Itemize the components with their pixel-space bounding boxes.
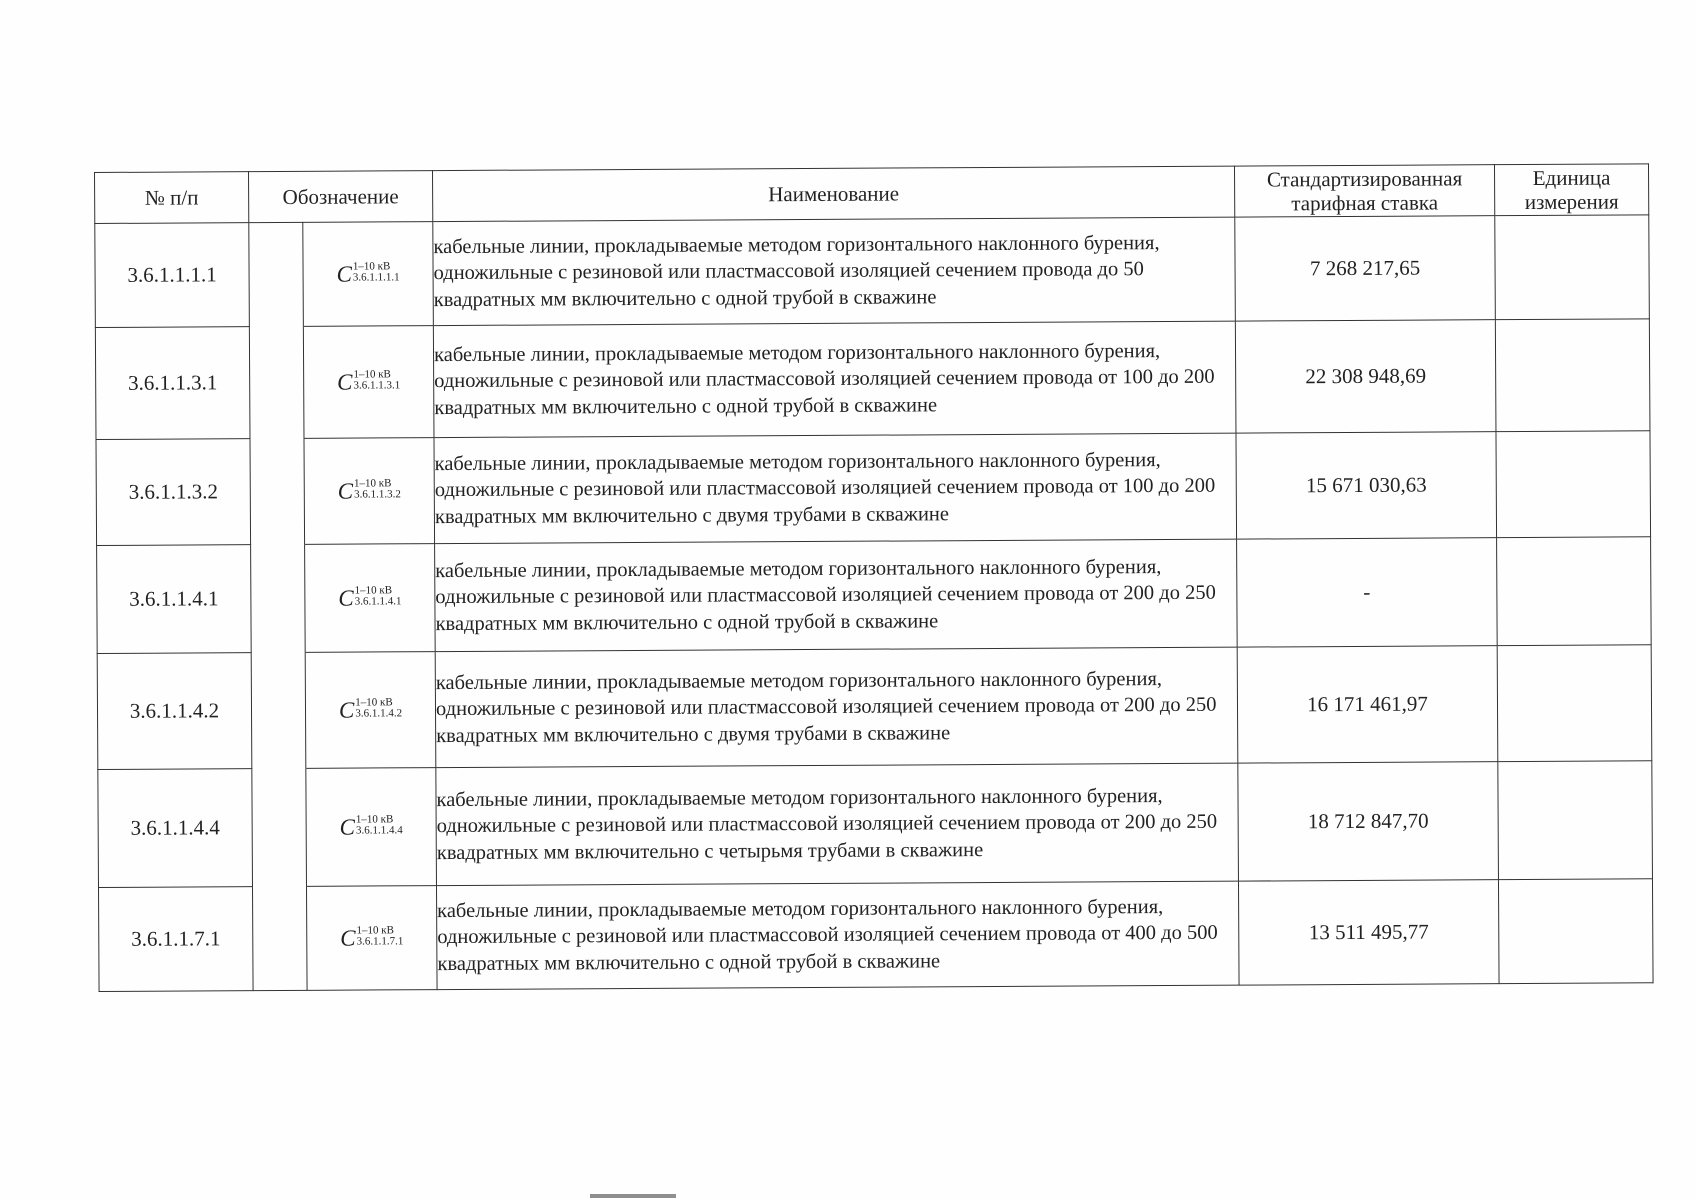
table-row: [98, 761, 1653, 888]
symbol-letter: C: [338, 697, 355, 723]
header-name: Наименование: [433, 166, 1235, 221]
row-number: 3.6.1.1.4.4: [98, 769, 253, 888]
table-header-row: [95, 164, 1649, 224]
tariff-table: [94, 163, 1654, 992]
row-code: [306, 768, 437, 887]
symbol-superscript: 1–10 кВ: [355, 695, 393, 709]
row-name: кабельные линии, прокладываемые методом горизонтального наклонного бурения, одножильные с резиновой или пластмассовой изоляцией сечением провода от 200 до 250 квадратных мм включительно с четырьмя трубами в скважине: [436, 763, 1239, 885]
row-unit: [1496, 431, 1651, 538]
row-rate: 7 268 217,65: [1235, 216, 1496, 321]
page-edge-mark: [590, 1194, 676, 1198]
symbol-letter: C: [339, 814, 356, 840]
tariff-symbol: [336, 261, 399, 287]
symbol-letter: C: [340, 925, 356, 951]
symbol-subscript: 3.6.1.1.4.4: [355, 824, 403, 837]
row-unit: [1497, 537, 1652, 646]
header-unit: Единица измерения: [1494, 164, 1648, 216]
blank-cell: [249, 326, 304, 438]
symbol-scripts: [353, 369, 400, 392]
row-name: кабельные линии, прокладываемые методом горизонтального наклонного бурения, одножильные с резиновой или пластмассовой изоляцией сечением провода от 200 до 250 квадратных мм включительно с одной трубой в скважине: [435, 539, 1238, 651]
blank-cell: [250, 438, 305, 544]
row-name: кабельные линии, прокладываемые методом горизонтального наклонного бурения, одножильные с резиновой или пластмассовой изоляцией сечением провода от 200 до 250 квадратных мм включительно с двумя трубами в скважине: [435, 647, 1238, 767]
symbol-superscript: 1–10 кВ: [354, 583, 393, 597]
row-rate: 18 712 847,70: [1238, 762, 1499, 881]
row-unit: [1495, 319, 1650, 432]
blank-cell: [249, 222, 304, 326]
tariff-symbol: [339, 697, 402, 723]
symbol-letter: C: [337, 478, 354, 504]
row-number: 3.6.1.1.7.1: [98, 887, 253, 992]
row-unit: [1495, 215, 1650, 320]
table-row: [95, 215, 1650, 328]
row-number: 3.6.1.1.4.2: [97, 653, 252, 770]
row-unit: [1497, 645, 1652, 762]
symbol-subscript: 3.6.1.1.1.1: [352, 271, 400, 284]
symbol-scripts: [355, 697, 402, 720]
symbol-subscript: 3.6.1.1.4.1: [354, 595, 402, 608]
row-code: [304, 438, 435, 545]
blank-cell: [252, 768, 307, 886]
row-number: 3.6.1.1.4.1: [97, 545, 252, 654]
header-num: № п/п: [95, 172, 249, 224]
tariff-symbol: [338, 478, 401, 504]
table-row: [95, 319, 1650, 440]
row-number: 3.6.1.1.3.1: [95, 327, 250, 440]
row-code: [303, 326, 434, 439]
symbol-superscript: 1–10 кВ: [354, 476, 392, 490]
row-rate: 22 308 948,69: [1235, 320, 1496, 433]
header-rate: Стандартизированная тарифная ставка: [1235, 165, 1495, 217]
table-row: [96, 431, 1651, 546]
row-rate: 13 511 495,77: [1238, 880, 1499, 985]
symbol-letter: C: [336, 261, 352, 287]
row-rate: 16 171 461,97: [1237, 646, 1498, 763]
row-code: [306, 886, 437, 991]
symbol-letter: C: [338, 585, 354, 611]
symbol-superscript: 1–10 кВ: [356, 923, 395, 937]
row-code: [305, 652, 436, 769]
blank-cell: [252, 886, 307, 990]
table-body: [95, 215, 1653, 992]
row-code: [305, 544, 436, 653]
table-row: [97, 537, 1652, 654]
blank-cell: [251, 652, 306, 768]
symbol-superscript: 1–10 кВ: [353, 367, 391, 381]
row-name: кабельные линии, прокладываемые методом горизонтального наклонного бурения, одножильные с резиновой или пластмассовой изоляцией сечением провода от 100 до 200 квадратных мм включительно с одной трубой в скважине: [433, 321, 1236, 437]
symbol-subscript: 3.6.1.1.3.1: [353, 379, 401, 392]
tariff-symbol: [337, 369, 400, 395]
blank-cell: [251, 544, 306, 652]
symbol-superscript: 1–10 кВ: [355, 812, 394, 826]
symbol-subscript: 3.6.1.1.7.1: [356, 935, 404, 948]
row-rate: 15 671 030,63: [1236, 432, 1497, 539]
table-row: [97, 645, 1652, 770]
row-name: кабельные линии, прокладываемые методом горизонтального наклонного бурения, одножильные с резиновой или пластмассовой изоляцией сечением провода от 100 до 200 квадратных мм включительно с двумя трубами в скважине: [434, 433, 1237, 543]
tariff-symbol: [340, 814, 403, 840]
symbol-subscript: 3.6.1.1.3.2: [354, 488, 401, 501]
symbol-scripts: [356, 814, 403, 837]
row-code: [303, 222, 434, 327]
symbol-scripts: [353, 261, 400, 284]
row-rate: -: [1237, 538, 1498, 647]
symbol-scripts: [355, 585, 402, 608]
symbol-scripts: [354, 478, 401, 501]
row-number: 3.6.1.1.3.2: [96, 439, 251, 546]
symbol-superscript: 1–10 кВ: [352, 259, 391, 273]
row-name: кабельные линии, прокладываемые методом горизонтального наклонного бурения, одножильные с резиновой или пластмассовой изоляцией сечением провода до 50 квадратных мм включительно с одной трубой в скважине: [433, 217, 1236, 325]
row-unit: [1498, 761, 1653, 880]
table-row: [98, 879, 1653, 992]
header-code: Обозначение: [249, 171, 433, 223]
row-name: кабельные линии, прокладываемые методом горизонтального наклонного бурения, одножильные с резиновой или пластмассовой изоляцией сечением провода от 400 до 500 квадратных мм включительно с одной трубой в скважине: [437, 881, 1240, 989]
row-number: 3.6.1.1.1.1: [95, 223, 250, 328]
symbol-letter: C: [337, 369, 353, 395]
tariff-symbol: [338, 585, 401, 611]
symbol-scripts: [357, 925, 404, 948]
tariff-symbol: [340, 925, 403, 951]
symbol-subscript: 3.6.1.1.4.2: [355, 707, 403, 720]
row-unit: [1498, 879, 1653, 984]
